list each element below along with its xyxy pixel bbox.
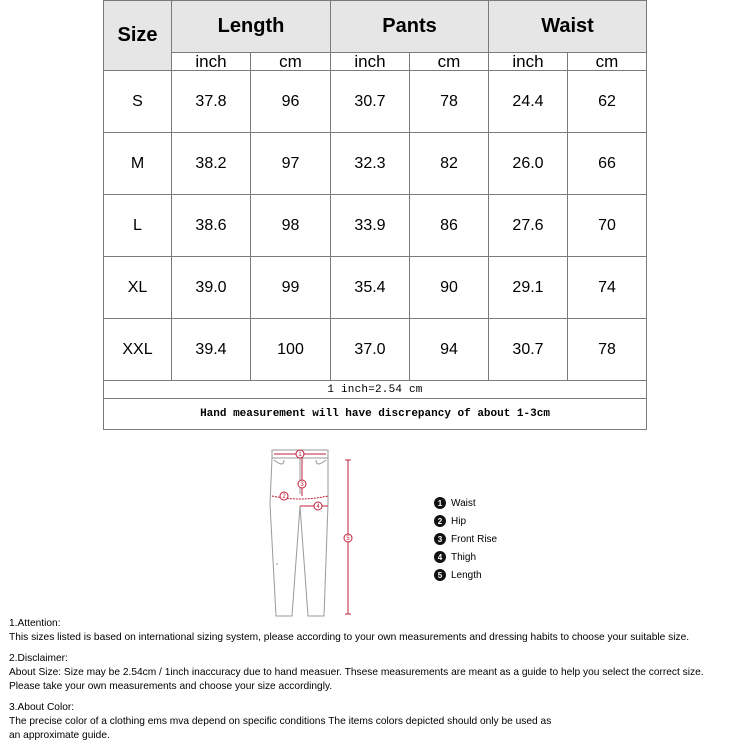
note-line: About Size: Size may be 2.54cm / 1inch inaccuracy due to hand measuer. Thsese measurements are meant as a guide to help you select the correct size. bbox=[9, 667, 704, 678]
waist-cm-cell: 66 bbox=[568, 133, 647, 195]
table-row bbox=[104, 319, 647, 381]
unit-cell: cm bbox=[251, 53, 331, 71]
legend-label: Thigh bbox=[451, 551, 477, 563]
length-cm-cell: 100 bbox=[251, 319, 331, 381]
length-cm-cell: 96 bbox=[251, 71, 331, 133]
pants-inch-cell: 32.3 bbox=[331, 133, 410, 195]
length-inch-cell: 38.2 bbox=[172, 133, 251, 195]
header-waist: Waist bbox=[489, 1, 647, 53]
pants-measurement-diagram bbox=[262, 444, 362, 619]
measurement-note-row bbox=[104, 399, 647, 430]
pants-cm-cell: 82 bbox=[410, 133, 489, 195]
legend-number: 1 bbox=[434, 497, 446, 509]
header-size: Size bbox=[104, 1, 172, 71]
size-cell: L bbox=[104, 195, 172, 257]
header-length: Length bbox=[172, 1, 331, 53]
length-cm-cell: 98 bbox=[251, 195, 331, 257]
conversion-row bbox=[104, 381, 647, 399]
legend-item bbox=[434, 494, 497, 512]
waist-cm-cell: 62 bbox=[568, 71, 647, 133]
legend-item bbox=[434, 566, 497, 584]
waist-cm-cell: 74 bbox=[568, 257, 647, 319]
pants-inch-cell: 35.4 bbox=[331, 257, 410, 319]
length-inch-cell: 39.4 bbox=[172, 319, 251, 381]
note-title: 2.Disclaimer: bbox=[9, 653, 68, 664]
unit-cell: cm bbox=[568, 53, 647, 71]
legend-label: Hip bbox=[451, 515, 467, 527]
legend-label: Length bbox=[451, 569, 482, 581]
measurement-legend bbox=[434, 494, 497, 584]
pants-cm-cell: 78 bbox=[410, 71, 489, 133]
pants-cm-cell: 90 bbox=[410, 257, 489, 319]
length-inch-cell: 37.8 bbox=[172, 71, 251, 133]
marker-3-label: 3 bbox=[300, 482, 304, 488]
color-note bbox=[9, 701, 749, 743]
note-title: 1.Attention: bbox=[9, 618, 61, 629]
waist-cm-cell: 70 bbox=[568, 195, 647, 257]
note-line: Please take your own measurements and choose your size accordingly. bbox=[9, 681, 333, 692]
pants-cm-cell: 86 bbox=[410, 195, 489, 257]
length-inch-cell: 38.6 bbox=[172, 195, 251, 257]
legend-item bbox=[434, 548, 497, 566]
disclaimer-note bbox=[9, 652, 749, 694]
size-cell: S bbox=[104, 71, 172, 133]
note-title: 3.About Color: bbox=[9, 702, 75, 713]
marker-1-label: 1 bbox=[298, 452, 302, 458]
table-row bbox=[104, 195, 647, 257]
notes-section bbox=[9, 617, 749, 750]
unit-cell: inch bbox=[489, 53, 568, 71]
waist-inch-cell: 29.1 bbox=[489, 257, 568, 319]
waist-inch-cell: 24.4 bbox=[489, 71, 568, 133]
legend-item bbox=[434, 512, 497, 530]
pants-inch-cell: 33.9 bbox=[331, 195, 410, 257]
header-pants: Pants bbox=[331, 1, 489, 53]
legend-number: 2 bbox=[434, 515, 446, 527]
legend-item bbox=[434, 530, 497, 548]
size-cell: XL bbox=[104, 257, 172, 319]
table-row bbox=[104, 133, 647, 195]
waist-cm-cell: 78 bbox=[568, 319, 647, 381]
note-line: The precise color of a clothing ems mva depend on specific conditions The items colors depicted should only be used as bbox=[9, 716, 552, 727]
note-line: an approximate guide. bbox=[9, 730, 110, 741]
pants-inch-cell: 37.0 bbox=[331, 319, 410, 381]
unit-cell: cm bbox=[410, 53, 489, 71]
length-cm-cell: 97 bbox=[251, 133, 331, 195]
legend-label: Waist bbox=[451, 497, 476, 509]
size-cell: XXL bbox=[104, 319, 172, 381]
length-cm-cell: 99 bbox=[251, 257, 331, 319]
marker-2-label: 2 bbox=[282, 494, 286, 500]
waist-inch-cell: 26.0 bbox=[489, 133, 568, 195]
size-cell: M bbox=[104, 133, 172, 195]
measurement-note: Hand measurement will have discrepancy of about 1-3cm bbox=[104, 399, 647, 430]
pants-cm-cell: 94 bbox=[410, 319, 489, 381]
legend-number: 5 bbox=[434, 569, 446, 581]
length-inch-cell: 39.0 bbox=[172, 257, 251, 319]
table-header-row bbox=[104, 1, 647, 53]
unit-row bbox=[104, 53, 647, 71]
unit-cell: inch bbox=[172, 53, 251, 71]
size-chart-table bbox=[103, 0, 647, 430]
legend-number: 3 bbox=[434, 533, 446, 545]
legend-label: Front Rise bbox=[451, 533, 498, 545]
marker-5-label: 5 bbox=[346, 536, 350, 542]
attention-note bbox=[9, 617, 749, 645]
pants-inch-cell: 30.7 bbox=[331, 71, 410, 133]
table-row bbox=[104, 257, 647, 319]
legend-number: 4 bbox=[434, 551, 446, 563]
conversion-text: 1 inch=2.54 cm bbox=[104, 381, 647, 399]
waist-inch-cell: 30.7 bbox=[489, 319, 568, 381]
waist-inch-cell: 27.6 bbox=[489, 195, 568, 257]
unit-cell: inch bbox=[331, 53, 410, 71]
note-line: This sizes listed is based on international sizing system, please according to your own measurements and dressing habits to choose your suitable size. bbox=[9, 632, 690, 643]
table-row bbox=[104, 71, 647, 133]
marker-4-label: 4 bbox=[316, 504, 320, 510]
